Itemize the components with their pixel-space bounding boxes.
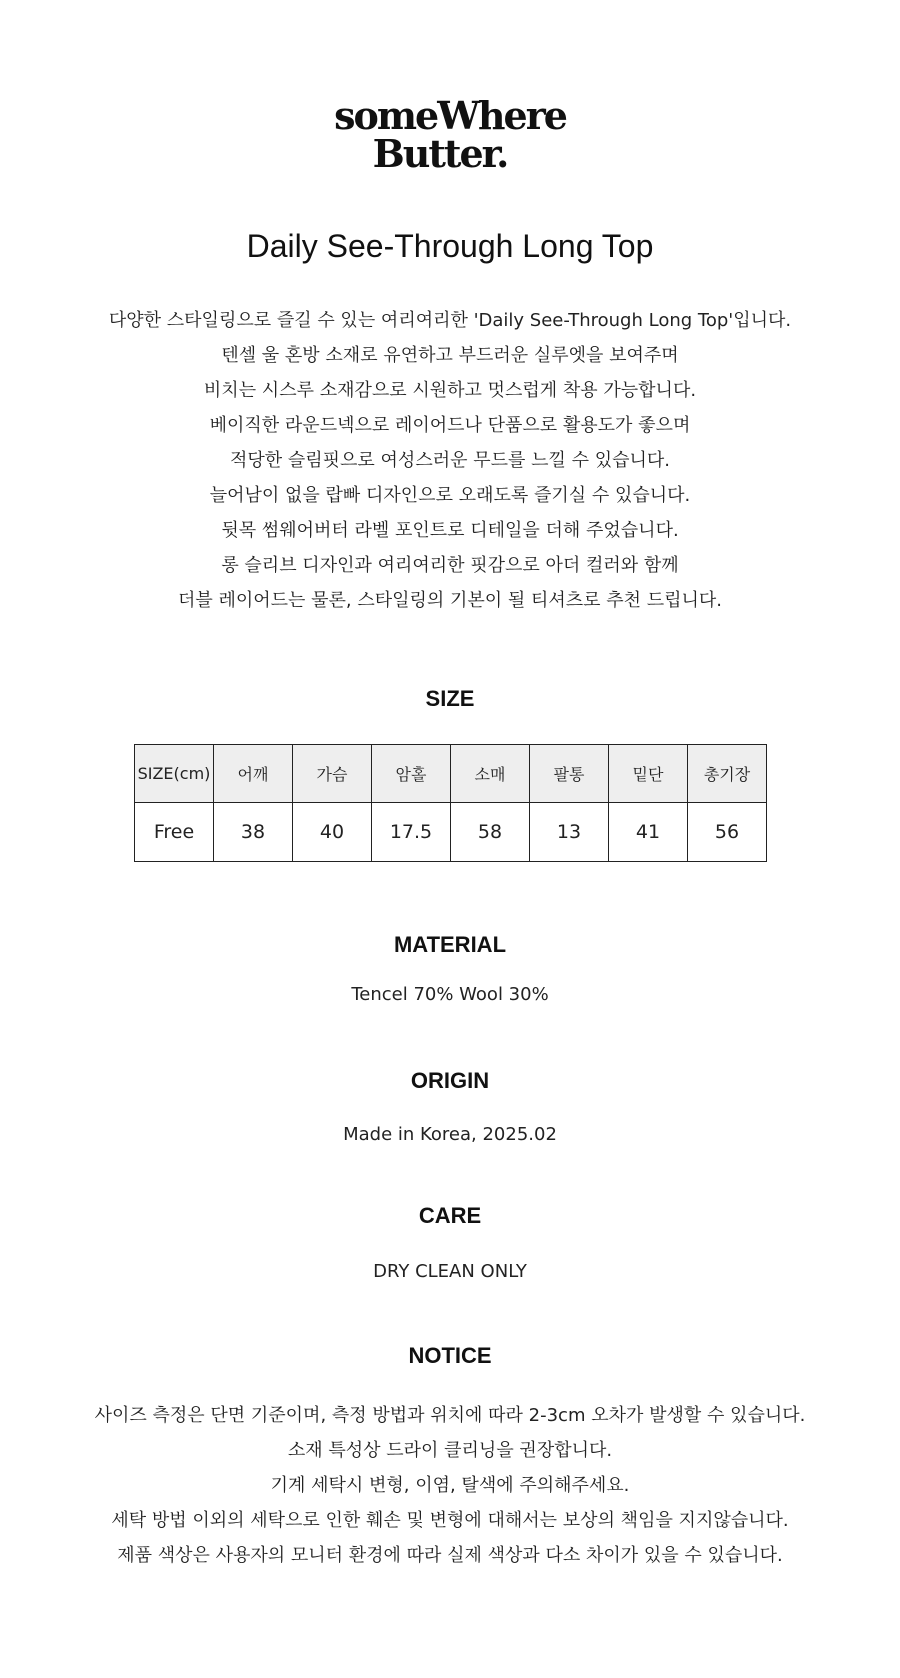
notice-line: 기계 세탁시 변형, 이염, 탈색에 주의해주세요. [270, 1475, 630, 1496]
material-section-title: MATERIAL [393, 932, 507, 957]
size-value-cell: 40 [293, 803, 372, 862]
description-line: 더블 레이어드는 물론, 스타일링의 기본이 될 티셔츠로 추천 드립니다. [177, 590, 723, 611]
notice-section-title: NOTICE [408, 1343, 492, 1368]
brand-logo [0, 93, 900, 176]
size-header-cell: 암홀 [372, 745, 451, 803]
size-value-cell: 58 [451, 803, 530, 862]
size-value-cell: 41 [609, 803, 688, 862]
description-line: 비치는 시스루 소재감으로 시원하고 멋스럽게 착용 가능합니다. [203, 380, 697, 401]
care-section-title: CARE [418, 1203, 482, 1228]
origin-text: Made in Korea, 2025.02 [343, 1124, 557, 1145]
brand-logo-line1: someWhere [334, 93, 566, 138]
product-title: Daily See-Through Long Top [246, 228, 654, 264]
product-description [0, 303, 900, 618]
size-value-cell: 56 [688, 803, 767, 862]
size-value-cell: Free [135, 803, 214, 862]
origin-section-title: ORIGIN [410, 1068, 490, 1093]
size-header-cell: 총기장 [688, 745, 767, 803]
size-header-cell: 어깨 [214, 745, 293, 803]
size-section-title: SIZE [425, 686, 475, 711]
notice-line: 제품 색상은 사용자의 모니터 환경에 따라 실제 색상과 다소 차이가 있을 수 있습니다. [117, 1545, 783, 1566]
size-table-header-row [135, 745, 767, 803]
size-value-cell: 13 [530, 803, 609, 862]
notice-line: 세탁 방법 이외의 세탁으로 인한 훼손 및 변형에 대해서는 보상의 책임을 지지않습니다. [111, 1510, 789, 1531]
size-header-cell: 팔통 [530, 745, 609, 803]
description-line: 적당한 슬림핏으로 여성스러운 무드를 느낄 수 있습니다. [230, 450, 670, 471]
size-header-cell: 밑단 [609, 745, 688, 803]
description-line: 늘어남이 없을 랍빠 디자인으로 오래도록 즐기실 수 있습니다. [209, 485, 691, 506]
table-row [135, 803, 767, 862]
description-line: 다양한 스타일링으로 즐길 수 있는 여리여리한 'Daily See-Through Long Top'입니다. [108, 310, 792, 331]
size-table [134, 744, 767, 862]
description-line: 롱 슬리브 디자인과 여리여리한 핏감으로 아더 컬러와 함께 [221, 555, 679, 576]
size-header-cell: SIZE(cm) [135, 745, 214, 803]
notice-line: 사이즈 측정은 단면 기준이며, 측정 방법과 위치에 따라 2-3cm 오차가 발생할 수 있습니다. [94, 1405, 806, 1426]
size-value-cell: 17.5 [372, 803, 451, 862]
size-header-cell: 가슴 [293, 745, 372, 803]
description-line: 뒷목 썸웨어버터 라벨 포인트로 디테일을 더해 주었습니다. [221, 520, 679, 541]
material-text: Tencel 70% Wool 30% [351, 984, 549, 1005]
notice-list [0, 1398, 900, 1573]
care-text: DRY CLEAN ONLY [373, 1261, 527, 1282]
description-line: 베이직한 라운드넥으로 레이어드나 단품으로 활용도가 좋으며 [209, 415, 691, 436]
size-value-cell: 38 [214, 803, 293, 862]
notice-line: 소재 특성상 드라이 클리닝을 권장합니다. [287, 1440, 613, 1461]
brand-logo-line2: Butter. [372, 131, 508, 176]
description-line: 텐셀 울 혼방 소재로 유연하고 부드러운 실루엣을 보여주며 [221, 345, 679, 366]
size-header-cell: 소매 [451, 745, 530, 803]
